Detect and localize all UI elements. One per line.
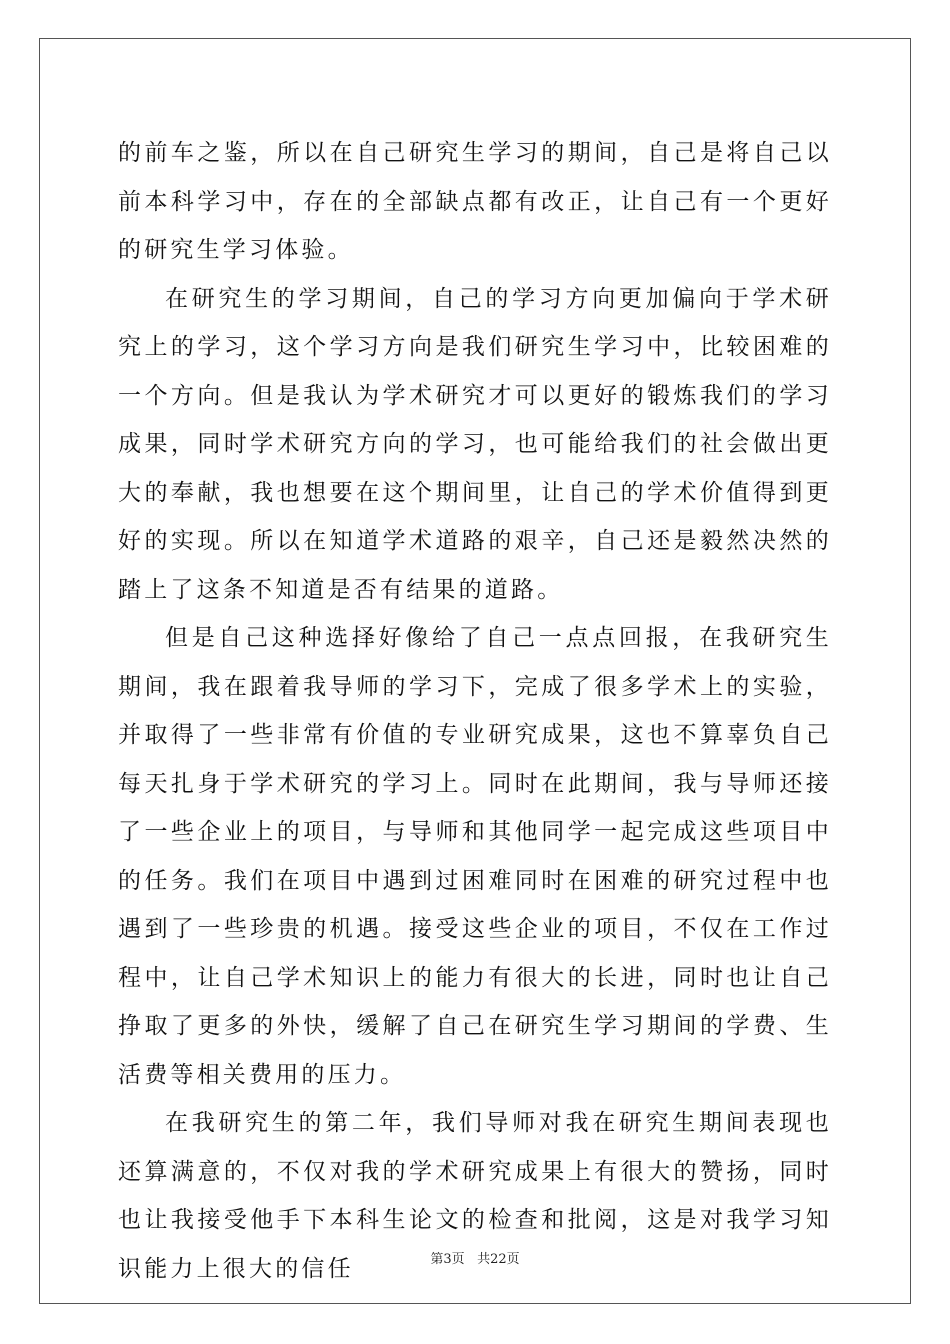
page-total: 共22页 (477, 1252, 520, 1267)
paragraph-4: 在我研究生的第二年，我们导师对我在研究生期间表现也还算满意的，不仅对我的学术研究成果上有很大的赞扬，同时也让我接受他手下本科生论文的检查和批阅，这是对我学习知识能力上很大的信任 (118, 1110, 832, 1282)
paragraph-2: 在研究生的学习期间，自己的学习方向更加偏向于学术研究上的学习，这个学习方向是我们研究生学习中，比较困难的一个方向。但是我认为学术研究才可以更好的锻炼我们的学习成果，同时学术研究方向的学习，也可能给我们的社会做出更大的奉献，我也想要在这个期间里，让自己的学术价值得到更好的实现。所以在知道学术道路的艰辛，自己还是毅然决然的踏上了这条不知道是否有结果的道路。 (118, 285, 832, 603)
page-footer (0, 1248, 950, 1267)
paragraph-1: 的前车之鉴，所以在自己研究生学习的期间，自己是将自己以前本科学习中，存在的全部缺点都有改正，让自己有一个更好的研究生学习体验。 (118, 140, 832, 263)
paragraph-3: 但是自己这种选择好像给了自己一点点回报，在我研究生期间，我在跟着我导师的学习下，完成了很多学术上的实验，并取得了一些非常有价值的专业研究成果，这也不算辜负自己每天扎身于学术研究的学习上。同时在此期间，我与导师还接了一些企业上的项目，与导师和其他同学一起完成这些项目中的任务。我们在项目中遇到过困难同时在困难的研究过程中也遇到了一些珍贵的机遇。接受这些企业的项目，不仅在工作过程中，让自己学术知识上的能力有很大的长进，同时也让自己挣取了更多的外快，缓解了自己在研究生学习期间的学费、生活费等相关费用的压力。 (118, 625, 832, 1088)
document-body (118, 129, 832, 1293)
page-number: 第3页 (430, 1252, 465, 1267)
